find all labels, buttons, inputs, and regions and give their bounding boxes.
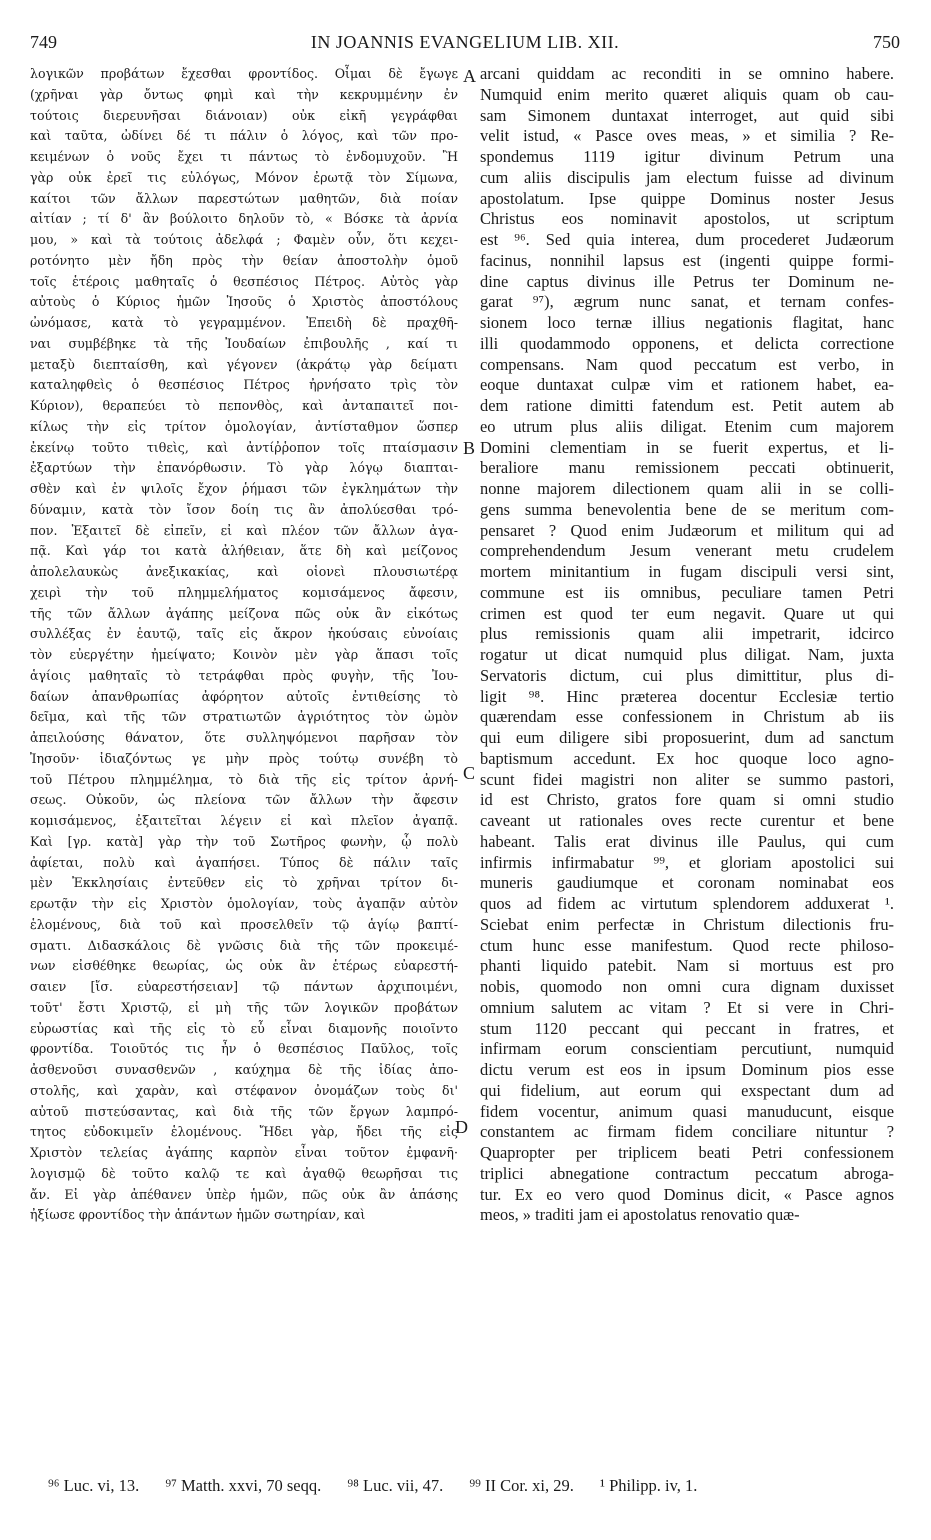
latin-text-line: sam Simonem duntaxat interroget, aut quid sibi (480, 105, 894, 125)
greek-text-line: αἰτίαν ; τί δ' ἂν βούλοιτο δηλοῦν τὸ, « Βόσκε τὰ ἀρνία (30, 211, 458, 227)
greek-text-line: ἠξίωσε φροντίδος τὴν ἁπάντων ἡμῶν σωτηρίαν, καὶ (30, 1207, 366, 1223)
latin-text-line: cum aliis discipulis jam electum fuisse ad divinum (480, 167, 894, 187)
running-title: IN JOANNIS EVANGELIUM LIB. XII. (310, 32, 620, 52)
margin-marker-d: D (455, 1117, 468, 1137)
latin-text-line: nonne majorem dilectionem quam alii in se colli- (480, 479, 894, 498)
margin-marker-c: C (463, 763, 476, 783)
greek-text-line: ἁγίοις μαθηταῖς τὸ τετράφθαι πρὸς φυγὴν, τῆς Ἰου- (30, 667, 458, 683)
latin-text-line: constantem ac firmam fidem conciliare nituntur ? (480, 1122, 894, 1142)
latin-text-line: mortem minitantium in fugam discipuli versi sint, (480, 562, 894, 581)
latin-text-line: baptismum accedunt. Ex hoc quoque loco agno- (480, 748, 894, 768)
greek-text-line: συλλέξας ἐν ἑαυτῷ, ταῖς εἰς ἄκρον ἡκούσαις εὐνοίαις (30, 626, 458, 642)
latin-text-line: Christus eos nominavit apostolos, ut scriptum (480, 209, 894, 229)
greek-text-line: Ἰησοῦν· ἰδιαζόντως γε μὴν πρὸς τούτῳ συνέβη τὸ (30, 750, 458, 766)
latin-text-line: tur. Ex eo vero quod Dominus dicit, « Pasce agnos (480, 1184, 894, 1204)
greek-text-line: νων εἰσθέθηκε θεωρίας, ὡς οὐκ ἂν ἑτέρως εὐαρεστή- (30, 958, 458, 974)
latin-text-line: garat ⁹⁷), ægrum nunc sanat, et ternam confes- (480, 292, 894, 312)
greek-text-line: κομισάμενος, ἐξαιτεῖται λέγειν εἰ καὶ πλεῖον ἀγαπᾷ. (30, 813, 458, 828)
footnotes (48, 1476, 908, 1496)
latin-text-line: habeant. Talis erat divinus ille Paulus, qui cum (480, 831, 894, 851)
greek-text-line: ναι συμβέβηκε τὰ τῆς Ἰουδαίων ἐπιβουλῆς , καί τι (30, 335, 458, 351)
latin-text-line: spondemus 1119 igitur divinum Petrum una (480, 147, 894, 166)
greek-text-line: τοῦ Πέτρου πλημμέλημα, τὸ διὰ τῆς εἰς τρίτον ἀρνή- (30, 771, 458, 787)
greek-text-line: δύναμιν, κατὰ τὸν ἴσον δοίη τις ἂν ἀπολύεσθαι τρό- (30, 501, 458, 517)
latin-text-line: infirmam eorum conscientiam percutiunt, numquid (480, 1039, 894, 1059)
margin-marker-a: A (463, 66, 476, 86)
greek-text-line: κίλως τὴν εἰς τρίτον ὁμολογίαν, ἀντίσταθμον ὥσπερ (30, 418, 458, 434)
latin-text-line: Servatoris dictum, cui plus dimittitur, plus di- (480, 665, 894, 685)
latin-text-line: Numquid enim merito quæret aliquis quam ob cau- (480, 84, 894, 104)
greek-text-column (30, 64, 458, 1226)
latin-text-line: stum 1120 peccant qui peccant in fratres, et (480, 1018, 894, 1038)
latin-text-line: gens summa benevolentia bene de se meritum com- (480, 499, 894, 519)
greek-text-line: αὐτοὺς ὁ Κύριος ἡμῶν Ἰησοῦς ὁ Χριστὸς ἀποστόλους (30, 294, 458, 310)
greek-text-line: Καὶ [γρ. κατὰ] γὰρ τὴν τοῦ Σωτῆρος φωνὴν, ᾧ πολὺ (30, 833, 458, 849)
page-number-left: 749 (30, 32, 57, 52)
greek-text-line: Κύριον), θεραπεύει τὸ πεπονθὸς, καὶ ἀνταπαιτεῖ ποι- (30, 398, 458, 413)
latin-text-line: scunt fidei magistri non aliter se summo pastori, (480, 769, 894, 789)
greek-text-line: ἐκείνῳ τοῦτο τιθεὶς, καὶ ἀντίῤῥοπον τοῖς πταίσμασιν (30, 439, 458, 455)
latin-text-line: rogatur ut dicat numquid plus diligat. Nam, juxta (480, 645, 894, 664)
footnote-96: ⁹⁶ Luc. vi, 13. (48, 1476, 140, 1495)
greek-text-line: δαίων ἀπανθρωπίας ἀφόρητον αὐτοῖς ἐντιθείσης τὸ (30, 688, 458, 704)
latin-text-line: velit istud, « Pasce oves meas, » et similia ? Re- (480, 126, 894, 146)
latin-text-line: plus remissionis quam alii impetrarit, idcirco (480, 624, 894, 644)
latin-text-line: est ⁹⁶. Sed quia interea, dum procederet Judæorum (480, 230, 894, 249)
latin-text-line: dine captus divinus ille Petrus ter Dominum ne- (480, 271, 894, 291)
greek-text-line: τοῦτ' ἔστι Χριστῷ, εἰ μὴ τῆς τῶν λογικῶν προβάτων (30, 999, 458, 1015)
latin-text-line: qui eum diligere sibi proposuerint, dum ad sanctum (480, 728, 894, 747)
latin-text-line: eo utrum plus aliis diligat. Etenim cum majorem (480, 416, 894, 436)
latin-text-line: dictu verum est eos in ipsum Dominum pios esse (480, 1060, 894, 1079)
latin-text-line: id est Christo, gratos fore quam si omni studio (480, 790, 894, 810)
greek-text-line: δεῖμα, καὶ τῆς τῶν στρατιωτῶν ἀγριότητος τὸν ὠμὸν (30, 709, 458, 725)
greek-text-line: ἄν. Εἰ γὰρ ἀπέθανεν ὑπὲρ ἡμῶν, πῶς οὐκ ἂν ἁπάσης (30, 1186, 458, 1202)
greek-text-line: σεως. Οὐκοῦν, ὡς πλείονα τῶν ἄλλων τὴν ἄφεσιν (30, 792, 458, 808)
greek-text-line: καὶ ταῦτα, ὠδίνει δέ τι πάλιν ὁ λόγος, καὶ τῶν προ- (30, 128, 458, 144)
footnote-97: ⁹⁷ Matth. xxvi, 70 seqq. (165, 1476, 322, 1495)
greek-text-line: τοῖς ἑτέροις μαθηταῖς ὁ θεσπέσιος Πέτρος. Αὐτὸς γὰρ (30, 273, 458, 289)
latin-text-line: commune est iis omnibus, peculiare tamen Petri (480, 582, 894, 602)
greek-text-line: τῆς τῶν ἄλλων ἀγάπης μείζονα πῶς οὐκ ἂν εἰκότως (30, 605, 458, 621)
latin-text-line: facinus, nonnihil lapsus est (ingenti quippe formi- (480, 250, 894, 270)
latin-text-line: phanti liquido patebit. Nam si mortuus est pro (480, 956, 894, 976)
greek-text-line: καταληφθεὶς ὁ θεσπέσιος Πέτρος ἠρνήσατο τρὶς τὸν (30, 377, 458, 393)
greek-text-line: καίτοι τῶν ἄλλων παρεστώτων μαθητῶν, διὰ ποίαν (30, 190, 458, 206)
greek-text-line: ερωτᾷν τὴν εἰς Χριστὸν ὁμολογίαν, τοὺς ἀγαπᾷν αὐτὸν (30, 896, 458, 911)
latin-text-column (480, 64, 894, 1226)
latin-text-line: illi quodammodo opponens, et delicta correctione (480, 333, 894, 353)
greek-text-line: σματι. Διδασκάλοις δὲ γνῶσις διὰ τῆς τῶν προκειμέ- (30, 937, 458, 953)
greek-text-line: σθὲν καὶ ἐν ψιλοῖς ἔχον ῥήμασι τῶν ἐγκλημάτων τὴν (30, 481, 458, 496)
latin-text-line: muneris gaudiumque et coronam nominabat eos (480, 873, 894, 893)
greek-text-line: μεταξὺ διεπταίσθη, καὶ γέγονεν (ἀκράτῳ γὰρ δείματι (30, 356, 458, 372)
latin-text-line: crimen est quod ter eum negavit. Quare ut qui (480, 603, 894, 623)
greek-text-line: χειρὶ τὴν τοῦ πλημμελήματος κομισάμενος ἄφεσιν, (30, 584, 458, 600)
greek-text-line: (χρῆναι γὰρ ὄντως φημὶ καὶ τὴν κεκρυμμένην ἐν (30, 86, 458, 102)
latin-text-line: beraliore manu remissionem peccati obtinuerit, (480, 458, 894, 478)
latin-text-line: eoque duntaxat culpæ vim et rationem habet, ea- (480, 375, 894, 395)
latin-text-line: quærendam esse confessionem in Christum ab iis (480, 707, 894, 727)
greek-text-line: ροτόνητο μὲν ἤδη πρὸς τὴν θείαν ἀποστολὴν ὁμοῦ (30, 252, 458, 268)
latin-text-line: fidem vocentur, animum quasi manuducunt, eisque (480, 1101, 894, 1121)
greek-text-line: ὠνόμασε, κατὰ τὸ γεγραμμένον. Ἐπειδὴ δὲ πραχθῆ- (30, 315, 458, 330)
margin-marker-b: B (463, 438, 476, 458)
latin-text-line: caveant ut rationales oves recte curentur et bene (480, 811, 894, 830)
greek-text-line: λογικῶν προβάτων ἔχεσθαι φροντίδος. Οἶμαι δὲ ἔγωγε (30, 66, 458, 81)
latin-text-line: omnium salutem ac vitam ? Et si vere in Chri- (480, 997, 894, 1017)
latin-text-line: apostolatum. Ipse quippe Dominus noster Jesus (480, 188, 894, 208)
running-header (30, 32, 900, 56)
greek-text-line: ἀφίεται, πολὺ καὶ ἀγαπήσει. Τύπος δὲ πάλιν ταῖς (30, 854, 458, 870)
greek-text-line: στολῆς, καὶ χαρὰν, καὶ στέφανον ὀνομάζων τοὺς δι' (30, 1082, 458, 1098)
latin-text-line: pensaret ? Quod enim Judæorum et militum qui ad (480, 520, 894, 540)
latin-text-line: qui fidelium, aut eorum qui exspectant dum ad (480, 1080, 894, 1100)
latin-text-line: triplici abnegatione contractum peccatum abroga- (480, 1163, 894, 1183)
greek-text-line: ἐξαρτύων τὴν ἐπανόρθωσιν. Τὸ γὰρ λόγῳ διαπται- (30, 460, 458, 476)
greek-text-line: πον. Ἐξαιτεῖ δὲ εἰπεῖν, εἰ καὶ πλέον τῶν ἄλλων ἀγα- (30, 522, 458, 538)
greek-text-line: γὰρ οὐκ ἐρεῖ τις εὐλόγως, Μόνον ἐρωτᾷ τὸν Σίμωνα, (30, 169, 458, 185)
latin-text-line: ligit ⁹⁸. Hinc præterea docentur Ecclesiæ tertio (480, 686, 894, 706)
page-number-right: 750 (873, 32, 900, 52)
greek-text-line: τητος εὐδοκιμεῖν ἑλομένους. Ἤδει γὰρ, ἤδει τῆς εἰς (30, 1124, 458, 1140)
latin-text-line: dem ratione dimitti fatendum est. Petit autem ab (480, 396, 894, 415)
latin-text-line: arcani quiddam ac reconditi in se omnino habere. (480, 64, 894, 83)
greek-text-line: ἀπολελαυκὼς ἀνεξικακίας, καὶ οἱονεὶ πλουσιωτέρᾳ (30, 564, 458, 579)
greek-text-line: κειμένων ὁ νοῦς ἔχει τι πάντως τὸ ἐνδομυχοῦν. Ἢ (30, 149, 458, 164)
latin-text-line: comprehendendum Jesum venerant metu crudelem (480, 541, 894, 561)
latin-text-line: ctum hunc esse manifestum. Quod recte philoso- (480, 935, 894, 955)
footnote-98: ⁹⁸ Luc. vii, 47. (347, 1476, 444, 1495)
latin-text-line: meos, » traditi jam ei apostolatus renovatio quæ- (480, 1205, 800, 1225)
latin-text-line: Sciebat enim perfectæ in Christum dilectionis fru- (480, 914, 894, 934)
greek-text-line: πᾷ. Καὶ γάρ τοι κατὰ ἀλήθειαν, ἅτε δὴ καὶ μείζονος (30, 543, 458, 559)
latin-text-line: compensans. Nam quod peccatum est verbo, in (480, 354, 894, 374)
footnote-99: ⁹⁹ II Cor. xi, 29. (469, 1476, 574, 1495)
greek-text-line: λογισμῷ δὲ τοῦτο καλῷ τε καὶ ἀγαθῷ θεωρῆσαι τις (30, 1165, 458, 1181)
greek-text-line: Χριστὸν τελείας ἀγάπης καρπὸν εἶναι τοῦτον ἐμφανῆ· (30, 1145, 458, 1160)
greek-text-line: τὸν εὐεργέτην ἠμείψατο; Κοινὸν μὲν γὰρ ἅπασι τοῖς (30, 647, 458, 662)
greek-text-line: αὐτοῦ πιστεύσαντας, καὶ διὰ τῆς τῶν ἔργων λαμπρό- (30, 1103, 458, 1119)
greek-text-line: σαιεν [ἴσ. εὐαρεστήσειαν] τῷ πάντων ἀρχιποιμένι, (30, 979, 458, 994)
greek-text-line: εὐρωστίας καὶ τῆς εἰς τὸ εὖ εἶναι διαμονῆς ποιοῖντο (30, 1020, 458, 1036)
latin-text-line: quos ad fidem ac virtutum splendorem adduxerat ¹. (480, 894, 894, 913)
greek-text-line: μου, » καὶ τὰ τούτοις ἀδελφά ; Φαμὲν οὖν, ὅτι κεχει- (30, 232, 458, 247)
greek-text-line: ἀπειλούσης θάνατον, ὅτε συλληψόμενοι παρῆσαν τὸν (30, 730, 458, 745)
greek-text-line: μὲν Ἐκκλησίαις ἐντεῦθεν εἰς τὸ χρῆναι τρίτον δι- (30, 875, 458, 891)
greek-text-line: φροντίδα. Τοιοῦτός τις ἦν ὁ θεσπέσιος Παῦλος, τοῖς (30, 1041, 458, 1057)
latin-text-line: Quapropter per triplicem beati Petri confessionem (480, 1143, 894, 1162)
greek-text-line: ἑλομένους, διὰ τοῦ καὶ προσελθεῖν τῷ ἁγίῳ βαπτί- (30, 916, 458, 932)
greek-text-line: τούτοις διερευνῆσαι διάνοιαν) οὐκ εἰκῆ γεγράφθαι (30, 107, 458, 123)
footnote-1: ¹ Philipp. iv, 1. (600, 1476, 698, 1495)
latin-text-line: Domini clementiam in se fuerit expertus, et li- (480, 437, 894, 457)
latin-text-line: nobis, quomodo non omni cura dignam duxisset (480, 977, 894, 996)
latin-text-line: infirmis infirmabatur ⁹⁹, et gloriam apostolici sui (480, 852, 894, 872)
latin-text-line: sionem loco ternæ illius negationis flagitat, hanc (480, 313, 894, 332)
greek-text-line: ἀσθενοῦσι συνασθενῶν , καύχημα δὲ τῆς ἰδίας ἀπο- (30, 1062, 458, 1077)
